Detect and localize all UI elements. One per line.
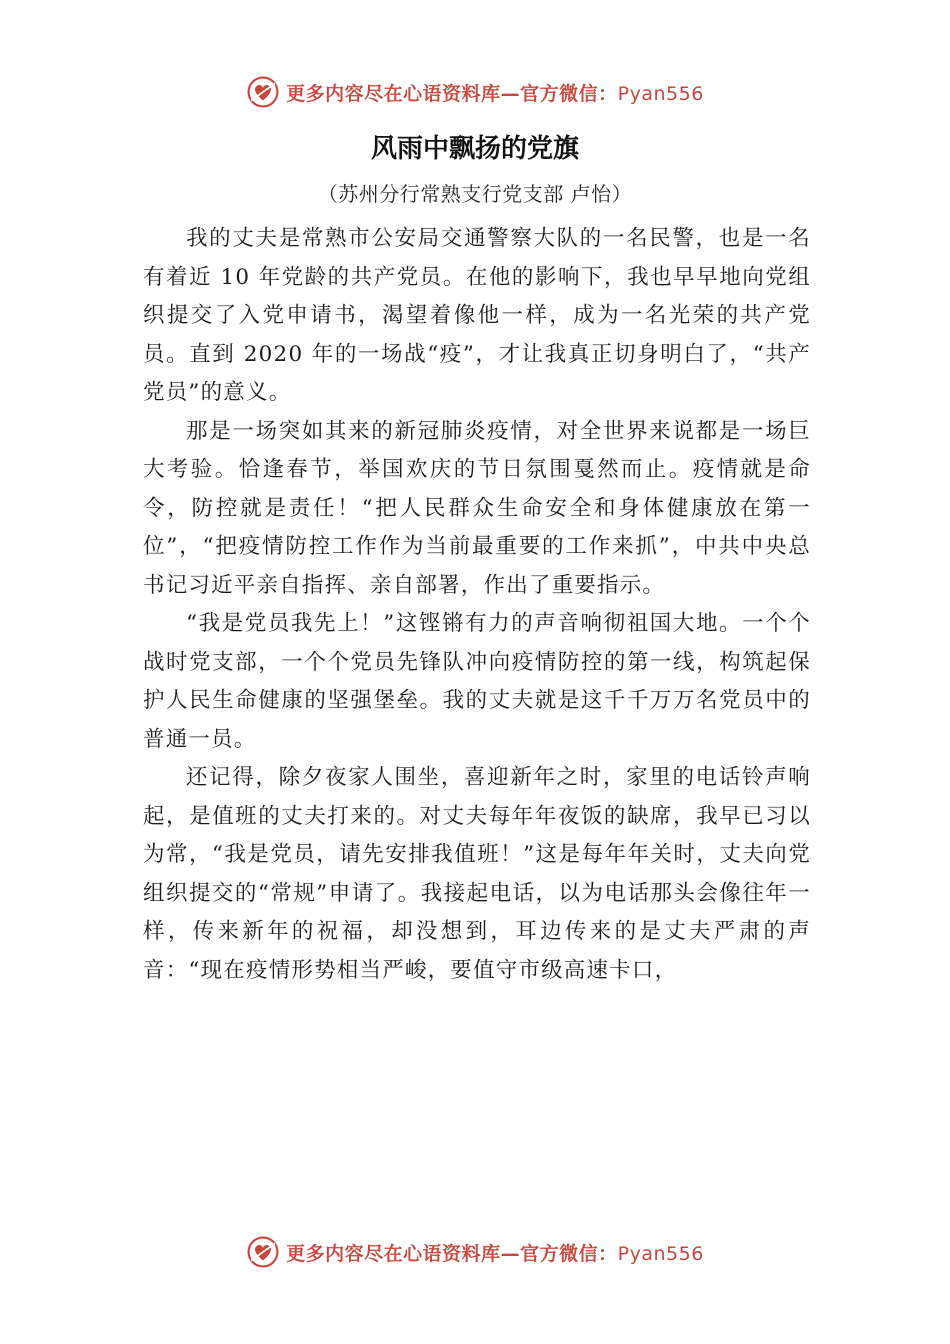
- banner-text: 更多内容尽在心语资料库—官方微信：Pyan556: [286, 1242, 704, 1265]
- heart-logo-icon: [246, 75, 280, 109]
- wechat-handle: Pyan556: [617, 1242, 704, 1265]
- heart-logo-icon: [246, 1235, 280, 1269]
- paragraph: 还记得，除夕夜家人围坐，喜迎新年之时，家里的电话铃声响起，是值班的丈夫打来的。对丈夫每年年夜饭的缺席，我早已习以为常，“我是党员，请先安排我值班！”这是每年年关时，丈夫向党组织提交的“常规”申请了。我接起电话，以为电话那头会像往年一样，传来新年的祝福，却没想到，耳边传来的是丈夫严肃的声音：“现在疫情形势相当严峻，要值守市级高速卡口，: [143, 765, 811, 983]
- wechat-handle: Pyan556: [617, 82, 704, 105]
- banner-text: 更多内容尽在心语资料库—官方微信：Pyan556: [286, 82, 704, 105]
- paragraph: “我是党员我先上！”这铿锵有力的声音响彻祖国大地。一个个战时党支部，一个个党员先锋队冲向疫情防控的第一线，构筑起保护人民生命健康的坚强堡垒。我的丈夫就是这千千万万名党员中的普通一员。: [143, 611, 811, 752]
- document-byline: （苏州分行常熟支行党支部 卢怡）: [317, 182, 633, 206]
- paragraph: 我的丈夫是常熟市公安局交通警察大队的一名民警，也是一名有着近 10 年党龄的共产党员。在他的影响下，我也早早地向党组织提交了入党申请书，渴望着像他一样，成为一名光荣的共产党员。直到 2020 年的一场战“疫”，才让我真正切身明白了，“共产党员”的意义。: [143, 226, 811, 405]
- footer-banner: [0, 1230, 950, 1274]
- document-body: [143, 220, 811, 990]
- header-banner: [0, 70, 950, 114]
- document-title: 风雨中飘扬的党旗: [370, 134, 579, 164]
- paragraph: 那是一场突如其来的新冠肺炎疫情，对全世界来说都是一场巨大考验。恰逢春节，举国欢庆的节日氛围戛然而止。疫情就是命令，防控就是责任！“把人民群众生命安全和身体健康放在第一位”，“把疫情防控工作作为当前最重要的工作来抓”，中共中央总书记习近平亲自指挥、亲自部署，作出了重要指示。: [143, 418, 811, 598]
